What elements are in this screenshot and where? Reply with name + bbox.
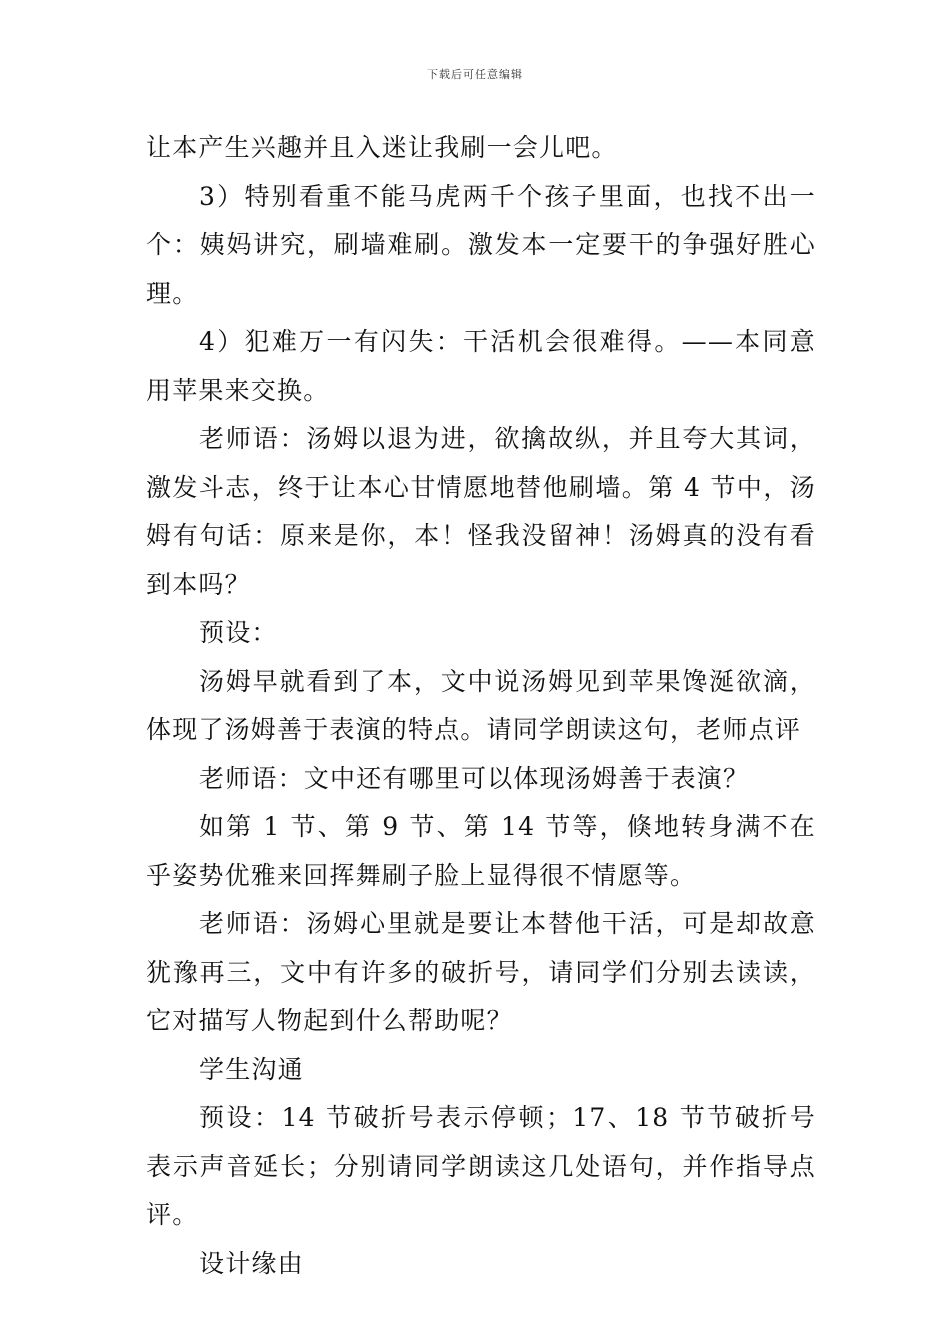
paragraph: 如第 1 节、第 9 节、第 14 节等，倏地转身满不在乎姿势优雅来回挥舞刷子脸上显得很不情愿等。 xyxy=(146,812,816,890)
paragraph: 老师语：汤姆心里就是要让本替他干活，可是却故意犹豫再三，文中有许多的破折号，请同学们分别去读读，它对描写人物起到什么帮助呢？ xyxy=(146,909,816,1035)
paragraph: 汤姆早就看到了本，文中说汤姆见到苹果馋涎欲滴，体现了汤姆善于表演的特点。请同学朗读这句，老师点评 xyxy=(146,666,816,744)
document-body xyxy=(146,124,816,1288)
paragraph: 让本产生兴趣并且入迷让我刷一会儿吧。 xyxy=(146,133,618,162)
paragraph: 老师语：汤姆以退为进，欲擒故纵，并且夸大其词，激发斗志，终于让本心甘情愿地替他刷墙。第 4 节中，汤姆有句话：原来是你，本！怪我没留神！汤姆真的没有看到本吗？ xyxy=(146,424,816,599)
paragraph: 学生沟通 xyxy=(199,1054,304,1084)
page-header: 下载后可任意编辑 xyxy=(427,68,523,81)
paragraph: 设计缘由 xyxy=(199,1248,304,1278)
paragraph: 3）特别看重不能马虎两千个孩子里面，也找不出一个：姨妈讲究，刷墙难刷。激发本一定要干的争强好胜心理。 xyxy=(146,181,816,308)
paragraph: 预设：14 节破折号表示停顿；17、18 节节破折号表示声音延长；分别请同学朗读这几处语句，并作指导点评。 xyxy=(146,1103,816,1229)
paragraph: 老师语：文中还有哪里可以体现汤姆善于表演？ xyxy=(199,763,750,793)
paragraph: 预设： xyxy=(199,618,278,647)
paragraph: 4）犯难万一有闪失：干活机会很难得。——本同意用苹果来交换。 xyxy=(146,327,816,405)
